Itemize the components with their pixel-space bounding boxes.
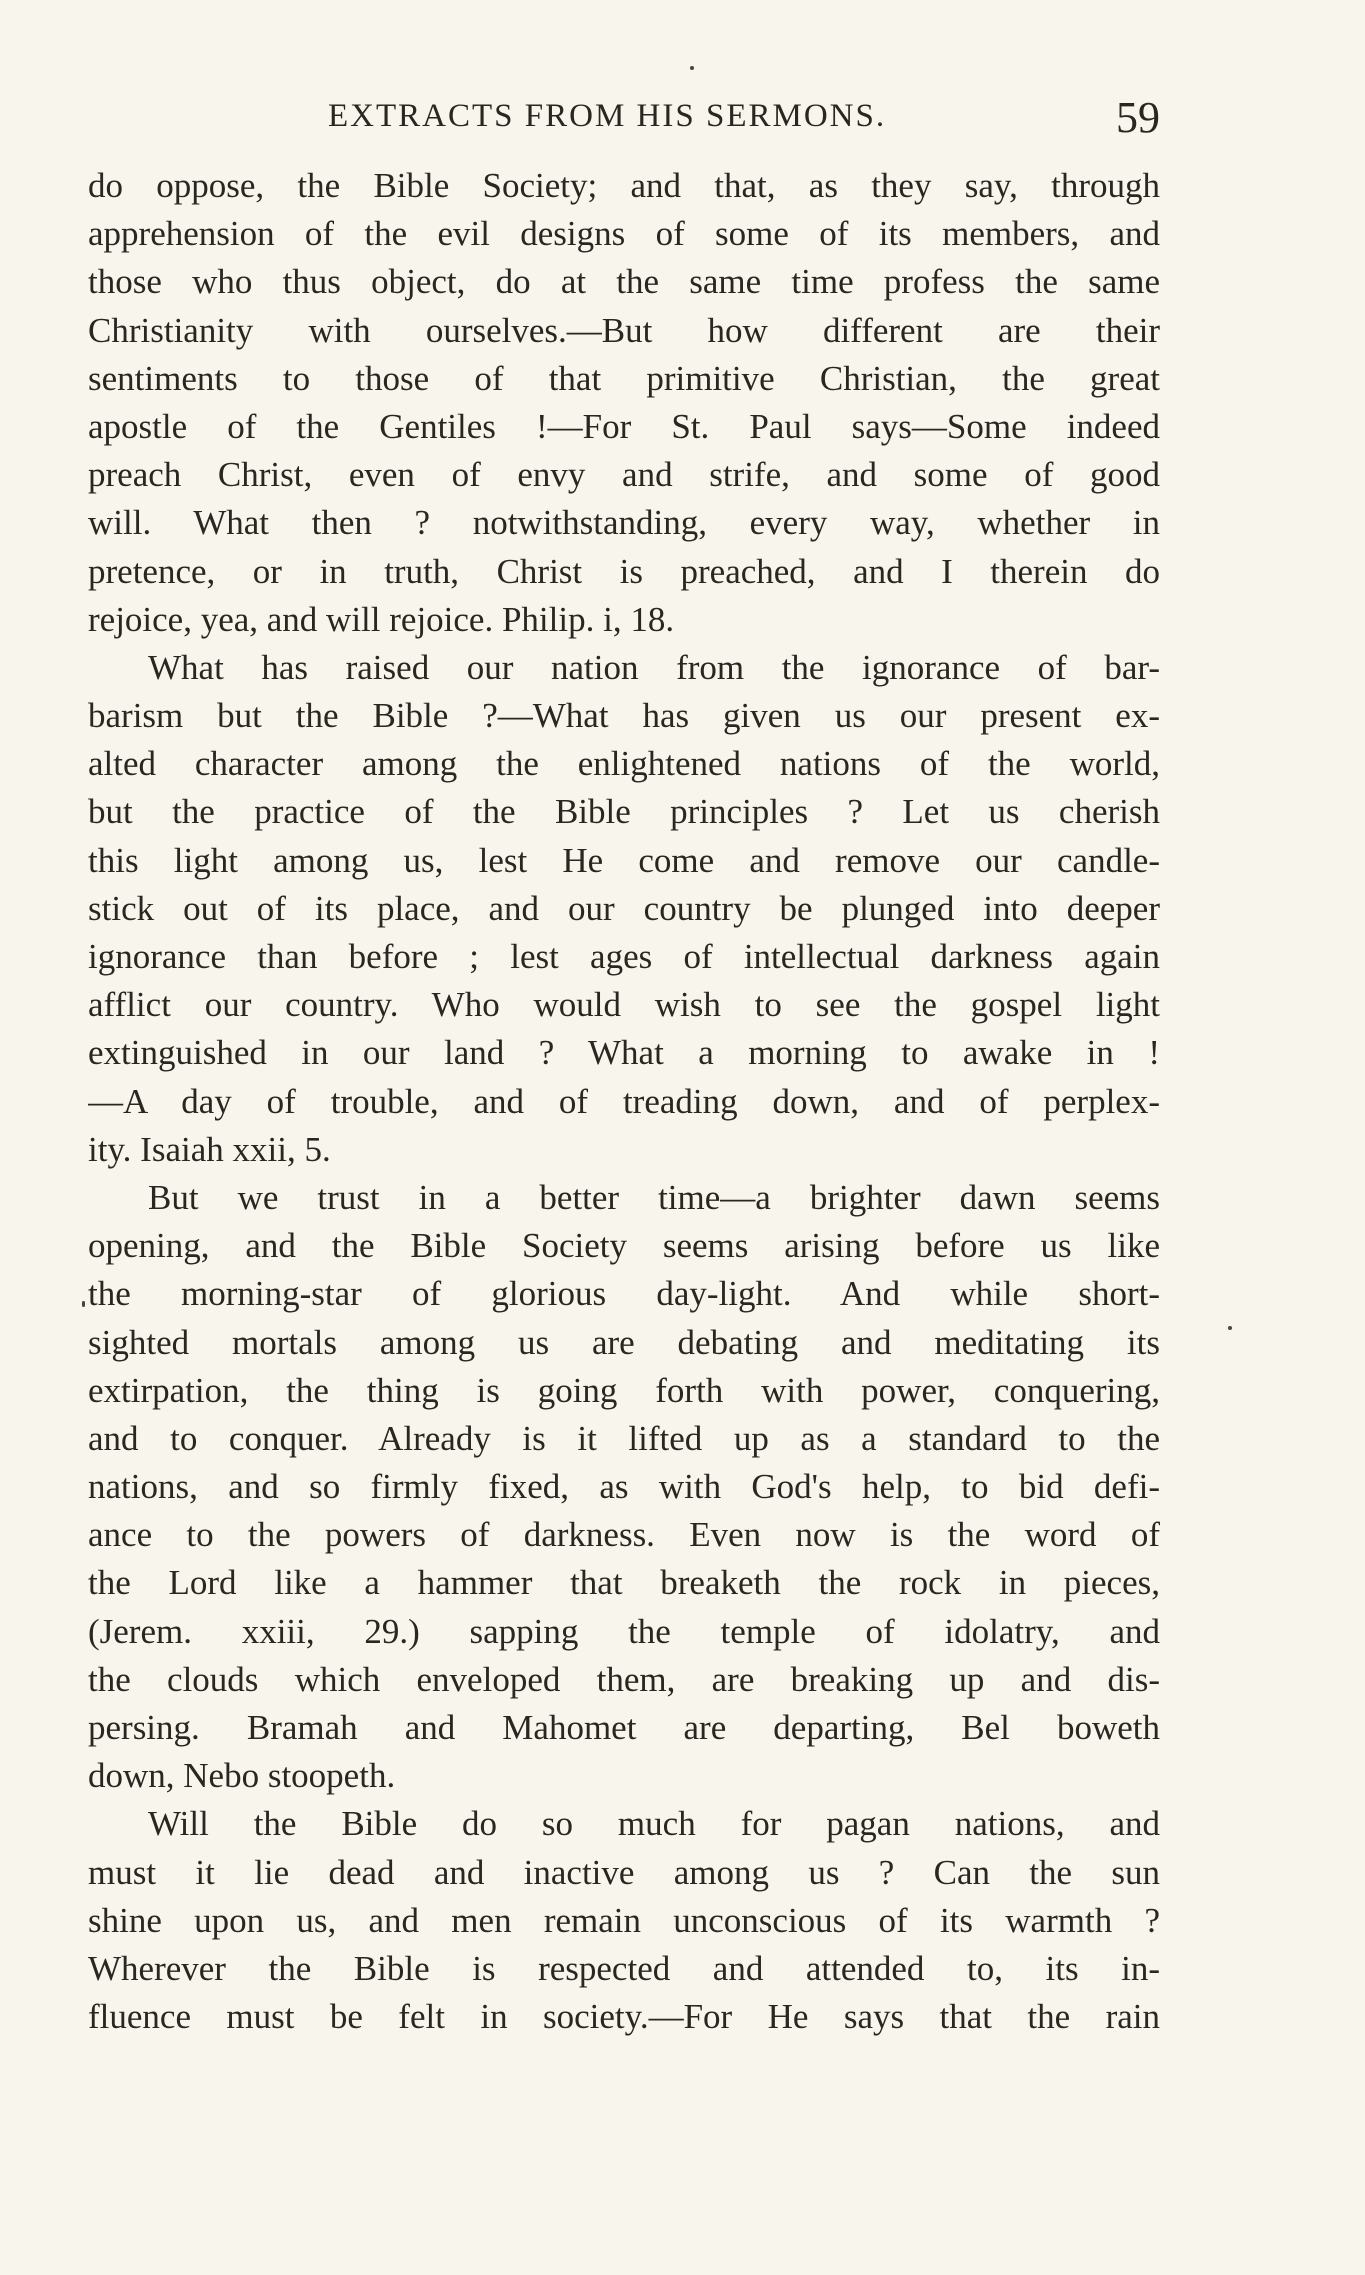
- text-line: Christianity with ourselves.—But how different are their: [88, 310, 1160, 350]
- text-line: afflict our country. Who would wish to see the gospel light: [88, 985, 1160, 1025]
- text-line: pretence, or in truth, Christ is preached, and I therein do: [88, 551, 1160, 591]
- text-line: must it lie dead and inactive among us ? Can the sun: [88, 1852, 1160, 1892]
- ink-speck: [1228, 1326, 1232, 1330]
- text-line: down, Nebo stoopeth.: [88, 1756, 396, 1796]
- text-line: do oppose, the Bible Society; and that, as they say, through: [88, 166, 1160, 205]
- text-line: and to conquer. Already is it lifted up as a standard to the: [88, 1418, 1160, 1458]
- text-line: apprehension of the evil designs of some of its members, and: [88, 214, 1160, 254]
- text-line: alted character among the enlightened nations of the world,: [88, 744, 1160, 784]
- text-line: But we trust in a better time—a brighter dawn seems: [148, 1177, 1160, 1217]
- text-line: opening, and the Bible Society seems arising before us like: [88, 1226, 1160, 1266]
- text-line: apostle of the Gentiles !—For St. Paul says—Some indeed: [88, 406, 1160, 446]
- text-line: What has raised our nation from the ignorance of bar-: [148, 647, 1160, 687]
- body-text: [88, 162, 1160, 2041]
- text-line: the Lord like a hammer that breaketh the rock in pieces,: [88, 1563, 1160, 1603]
- ink-speck: [690, 66, 694, 70]
- text-line: —A day of trouble, and of treading down, and of perplex-: [88, 1081, 1160, 1121]
- text-line: preach Christ, even of envy and strife, and some of good: [88, 455, 1160, 495]
- text-line: rejoice, yea, and will rejoice. Philip. i, 18.: [88, 599, 675, 639]
- text-line: sighted mortals among us are debating and meditating its: [88, 1322, 1160, 1362]
- text-line: (Jerem. xxiii, 29.) sapping the temple of idolatry, and: [88, 1611, 1160, 1651]
- text-line: ignorance than before ; lest ages of intellectual darkness again: [88, 937, 1160, 976]
- ink-speck: [82, 1301, 85, 1307]
- text-line: sentiments to those of that primitive Christian, the great: [88, 358, 1160, 398]
- text-line: this light among us, lest He come and remove our candle-: [88, 840, 1160, 880]
- text-line: ance to the powers of darkness. Even now is the word of: [88, 1515, 1160, 1555]
- text-line: persing. Bramah and Mahomet are departing, Bel boweth: [88, 1708, 1160, 1747]
- text-line: the clouds which enveloped them, are breaking up and dis-: [88, 1659, 1160, 1699]
- text-line: will. What then ? notwithstanding, every way, whether in: [88, 503, 1160, 543]
- text-line: Will the Bible do so much for pagan nations, and: [148, 1804, 1160, 1844]
- text-line: those who thus object, do at the same time profess the same: [88, 262, 1160, 302]
- text-line: but the practice of the Bible principles ? Let us cherish: [88, 792, 1160, 832]
- text-line: extirpation, the thing is going forth with power, conquering,: [88, 1370, 1160, 1410]
- text-line: nations, and so firmly fixed, as with God's help, to bid defi-: [88, 1467, 1160, 1507]
- text-line: ity. Isaiah xxii, 5.: [88, 1129, 331, 1169]
- page-number: 59: [1116, 93, 1160, 142]
- text-line: Wherever the Bible is respected and attended to, its in-: [88, 1948, 1160, 1988]
- page-header: [88, 92, 1160, 152]
- text-line: the morning-star of glorious day-light. And while short-: [88, 1274, 1160, 1314]
- text-line: fluence must be felt in society.—For He says that the rain: [88, 1997, 1160, 2037]
- text-line: extinguished in our land ? What a morning to awake in !: [88, 1033, 1160, 1073]
- text-line: barism but the Bible ?—What has given us our present ex-: [88, 696, 1160, 736]
- text-line: stick out of its place, and our country be plunged into deeper: [88, 888, 1160, 928]
- text-line: shine upon us, and men remain unconscious of its warmth ?: [88, 1900, 1160, 1940]
- running-head: EXTRACTS FROM HIS SERMONS.: [328, 98, 887, 134]
